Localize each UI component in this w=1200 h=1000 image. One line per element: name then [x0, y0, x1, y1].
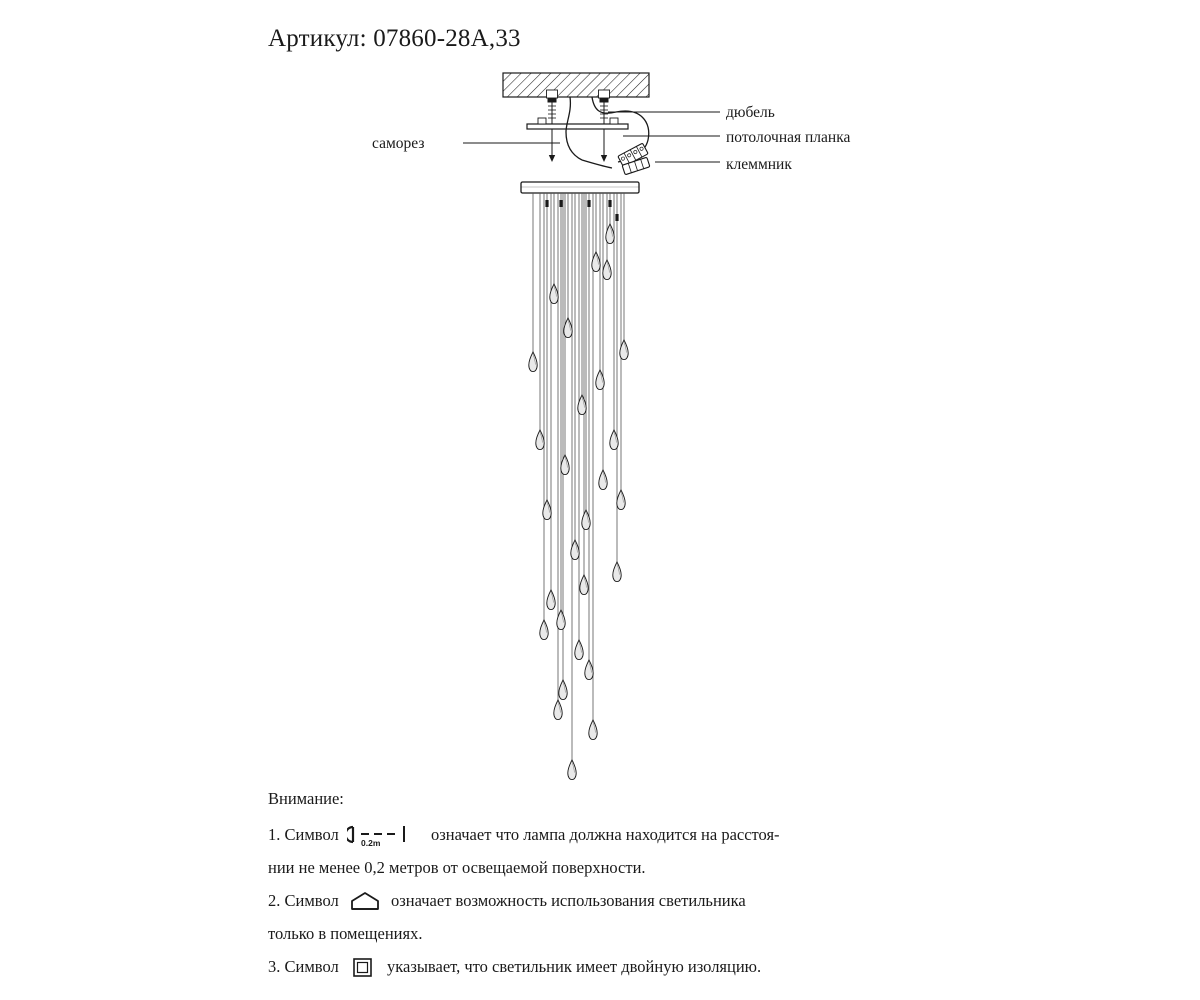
- label-self-tapping-screw: саморез: [372, 135, 425, 152]
- notice-item-1-line2: нии не менее 0,2 метров от освещаемой поверхности.: [268, 858, 646, 877]
- notice-item-2-prefix: 2. Символ: [268, 891, 339, 910]
- indoor-use-house-icon: [349, 890, 381, 912]
- notice-item-1-suffix: означает что лампа должна находится на расстоя-: [430, 825, 780, 844]
- notice-item-2-suffix: означает возможность использования светильника: [390, 891, 746, 910]
- leader-lines: [463, 112, 720, 162]
- notice-item-2-line2: только в помещениях.: [268, 924, 423, 943]
- notice-item-3-prefix: 3. Символ: [268, 957, 339, 976]
- mounting-plate-icon: [527, 118, 628, 129]
- label-dowel: дюбель: [726, 104, 775, 121]
- page-title: Артикул: 07860-28A,33: [268, 25, 521, 52]
- notice-item-3: [268, 951, 968, 982]
- label-terminal-block: клеммник: [726, 156, 792, 173]
- terminal-block-icon: [618, 143, 650, 175]
- notice-item-2: [268, 885, 968, 916]
- min-distance-value: 0.2m: [360, 838, 381, 848]
- notice-heading: Внимание:: [268, 789, 344, 808]
- min-distance-icon: [347, 823, 423, 847]
- canopy-icon: [521, 182, 639, 193]
- label-ceiling-plate: потолочная планка: [726, 129, 851, 146]
- notice-item-1-prefix: 1. Символ: [268, 825, 339, 844]
- double-insulation-icon: [349, 956, 377, 978]
- notice-item-3-suffix: указывает, что светильник имеет двойную изоляцию.: [386, 957, 762, 976]
- notice-item-1: [268, 819, 968, 850]
- notice-block: [268, 783, 968, 984]
- ceiling-slab-icon: [503, 73, 649, 97]
